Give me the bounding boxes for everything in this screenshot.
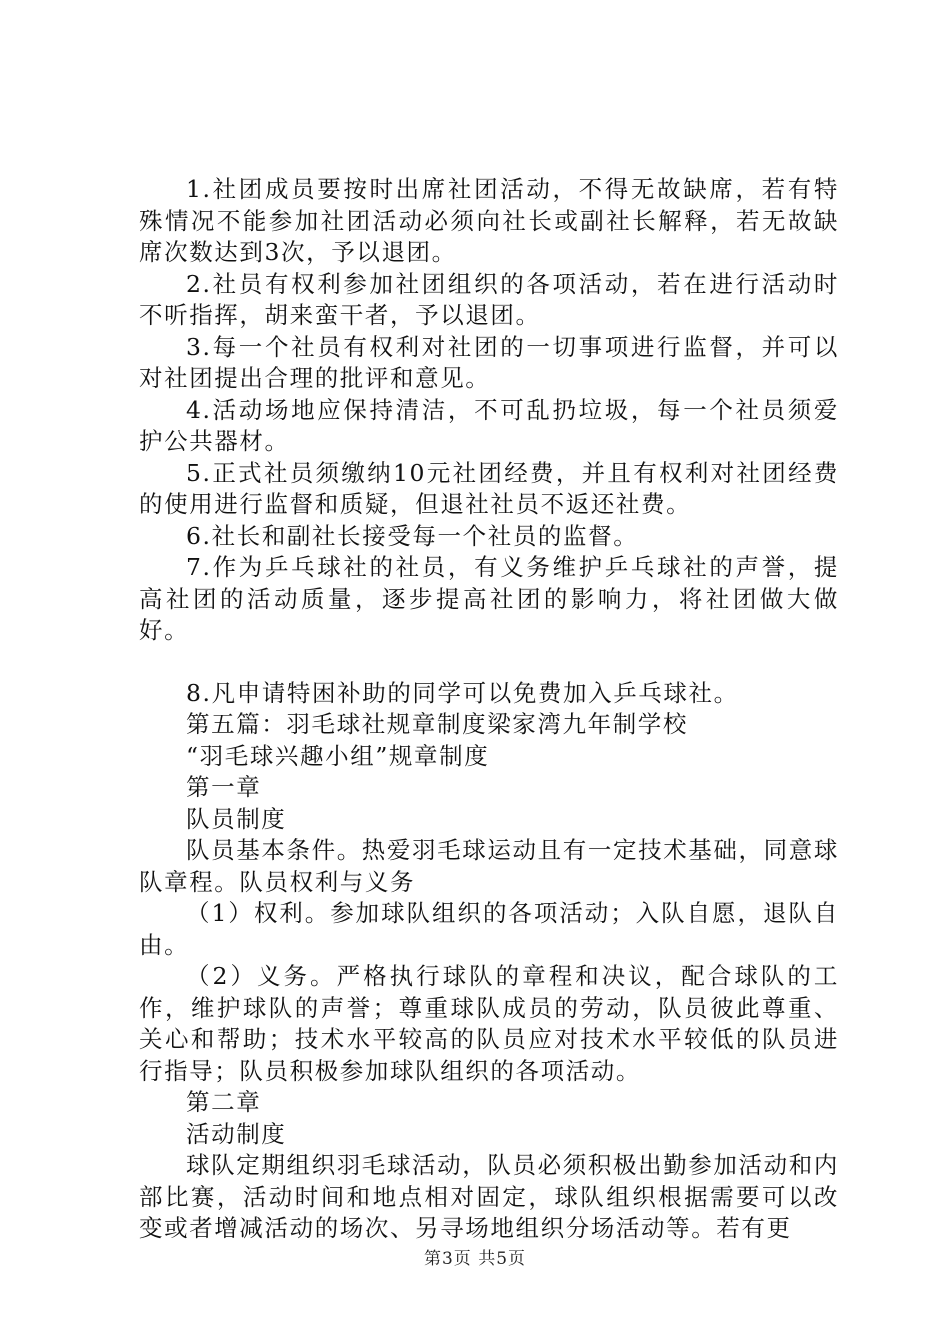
paragraph-activities: 球队定期组织羽毛球活动，队员必须积极出勤参加活动和内部比赛，活动时间和地点相对固定，球队组织根据需要可以改变或者增减活动的场次、另寻场地组织分场活动等。若有更 <box>139 1151 839 1242</box>
paragraph-rule-2: 2.社员有权利参加社团组织的各项活动，若在进行活动时不听指挥，胡来蛮干者，予以退团。 <box>139 269 839 329</box>
paragraph-rule-5: 5.正式社员须缴纳10元社团经费，并且有权利对社团经费的使用进行监督和质疑，但退社社员不返还社费。 <box>139 458 839 518</box>
paragraph-rule-8: 8.凡申请特困补助的同学可以免费加入乒乓球社。 <box>186 678 739 707</box>
chapter-1-heading: 第一章 <box>186 773 262 801</box>
page-number-footer: 第3页 共5页 <box>423 1249 527 1269</box>
paragraph-duties: （2）义务。严格执行球队的章程和决议，配合球队的工作，维护球队的声誉；尊重球队成员的劳动，队员彼此尊重、关心和帮助；技术水平较高的队员应对技术水平较低的队员进行指导；队员积极参加球队组织的各项活动。 <box>139 962 839 1085</box>
chapter-2-heading: 第二章 <box>186 1088 262 1116</box>
section-heading: 第五篇：羽毛球社规章制度梁家湾九年制学校 <box>186 710 688 738</box>
regulation-title: “羽毛球兴趣小组”规章制度 <box>186 741 490 770</box>
paragraph-rule-1: 1.社团成员要按时出席社团活动，不得无故缺席，若有特殊情况不能参加社团活动必须向社长或副社长解释，若无故缺席次数达到3次，予以退团。 <box>139 175 839 266</box>
document-body <box>139 174 839 1245</box>
chapter-2-title: 活动制度 <box>186 1119 287 1148</box>
paragraph-rule-3: 3.每一个社员有权利对社团的一切事项进行监督，并可以对社团提出合理的批评和意见。 <box>139 332 839 392</box>
chapter-1-title: 队员制度 <box>186 804 287 833</box>
paragraph-rule-6: 6.社长和副社长接受每一个社员的监督。 <box>186 521 639 550</box>
paragraph-rights: （1）权利。参加球队组织的各项活动；入队自愿，退队自由。 <box>139 899 839 959</box>
paragraph-rule-7: 7.作为乒乓球社的社员，有义务维护乒乓球社的声誉，提高社团的活动质量，逐步提高社团的影响力，将社团做大做好。 <box>139 553 839 644</box>
paragraph-rule-4: 4.活动场地应保持清洁，不可乱扔垃圾，每一个社员须爱护公共器材。 <box>139 395 839 455</box>
paragraph-member-conditions: 队员基本条件。热爱羽毛球运动且有一定技术基础，同意球队章程。队员权利与义务 <box>139 836 839 896</box>
